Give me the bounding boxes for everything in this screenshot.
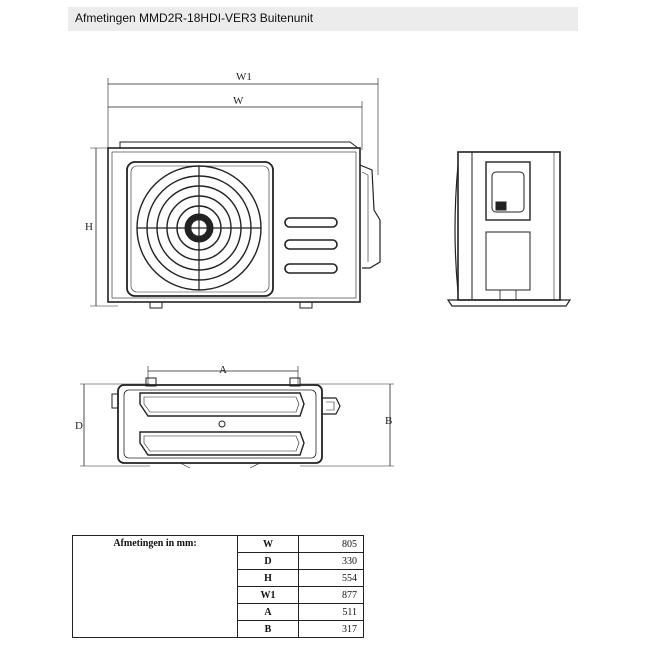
dim-label-d: D [75,420,83,432]
spec-table [72,535,364,638]
spec-key: A [238,604,299,621]
spec-key: W [238,536,299,553]
page-title: Afmetingen MMD2R-18HDI-VER3 Buitenunit [75,11,314,25]
spec-key: B [238,621,299,638]
side-view [448,152,570,306]
dim-label-w: W [233,95,244,107]
dim-label-b: B [385,415,393,427]
dim-label-a: A [219,364,227,376]
spec-value: 877 [299,587,364,604]
spec-key: D [238,553,299,570]
spec-value: 805 [299,536,364,553]
spec-value: 554 [299,570,364,587]
spec-table-body [73,536,364,638]
spec-caption: Afmetingen in mm: [73,536,238,638]
front-view [90,78,380,308]
spec-key: H [238,570,299,587]
spec-row [73,536,364,553]
spec-value: 511 [299,604,364,621]
spec-key: W1 [238,587,299,604]
top-view [80,366,394,468]
dim-label-h: H [85,221,93,233]
spec-value: 330 [299,553,364,570]
spec-value: 317 [299,621,364,638]
dim-label-w1: W1 [236,71,252,83]
